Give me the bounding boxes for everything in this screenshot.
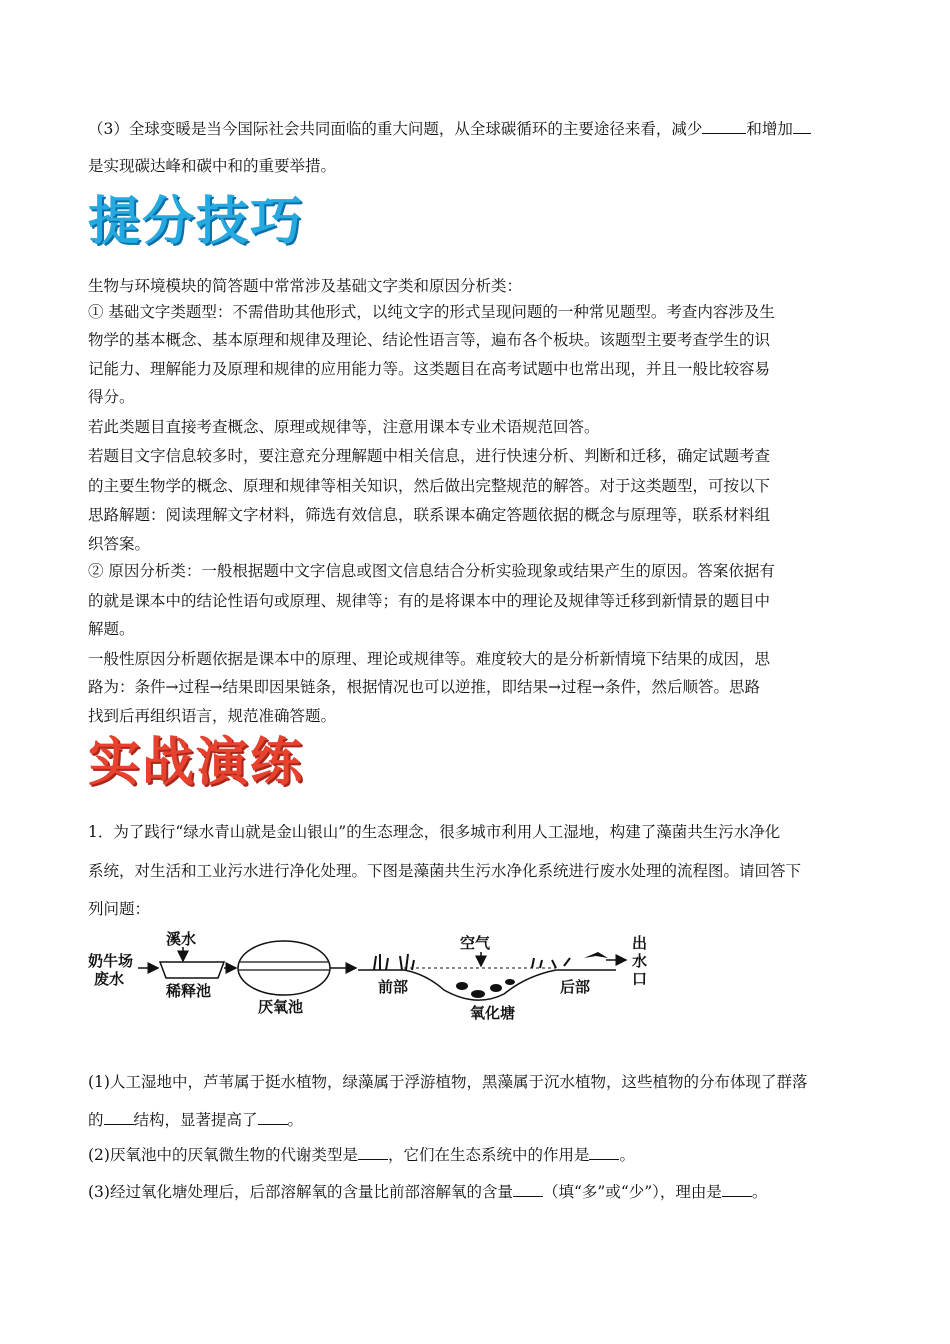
algae-icon [490,984,502,992]
answer-blank[interactable] [513,1182,543,1197]
q3-text-a: （3）全球变暖是当今国际社会共同面临的重大问题，从全球碳循环的主要途径来看，减少 [88,120,703,138]
question1-line: 列问题： [88,900,151,918]
subq2-line [88,1145,635,1165]
algae-icon [471,990,485,998]
answer-blank[interactable] [104,1110,134,1125]
anaerobic-pool-shape [238,941,330,995]
q3-text-c: 是实现碳达峰和碳中和的重要举措。 [88,157,337,175]
subq1-text-a: 的 [88,1111,104,1129]
answer-blank[interactable] [793,119,811,134]
anaerobic-pool-label: 厌氧池 [258,998,304,1016]
subq3-text-c: 。 [751,1183,768,1201]
tips-p3-line: 若题目文字信息较多时，要注意充分理解题中相关信息，进行快速分析、判断和迁移，确定试题考查 [88,447,771,465]
subq2-text-a: (2)厌氧池中的厌氧微生物的代谢类型是 [88,1146,358,1164]
air-label: 空气 [460,934,491,952]
subq2-text-b: ，它们在生态系统中的作用是 [387,1146,590,1164]
tips-p2: 若此类题目直接考查概念、原理或规律等，注意用课本专业术语规范回答。 [88,418,600,436]
q3-text-b: 和增加 [746,120,793,138]
tips-p3-line: 的主要生物学的概念、原理和规律等相关知识，然后做出完整规范的解答。对于这类题型，可按以下 [88,477,771,495]
back-label: 后部 [560,978,591,996]
subq3-line [88,1182,767,1202]
outlet-label-1: 出 [632,934,648,952]
answer-blank[interactable] [589,1145,619,1160]
tips-p4-line: 解题。 [88,620,135,638]
tips-p1-line: 物学的基本概念、基本原理和规律及理论、结论性语言等，遍布各个板块。该题型主要考查学生的识 [88,331,771,349]
tips-p1-line: 记能力、理解能力及原理和规律的应用能力等。这类题目在高考试题中也常出现，并且一般比较容易 [88,360,771,378]
front-label: 前部 [378,978,409,996]
subq3-text-b: （填“多”或“少”），理由是 [542,1183,722,1201]
dilution-pool-shape [160,962,224,978]
tips-p1-line: 得分。 [88,388,135,406]
tips-banner: 提分技巧 [88,192,305,252]
q3-line-1 [88,119,811,139]
stream-label: 溪水 [166,930,197,948]
answer-blank[interactable] [358,1145,388,1160]
tips-p5-line: 找到后再组织语言，规范准确答题。 [88,707,337,725]
outlet-label-3: 口 [632,970,648,988]
tips-p5-line: 路为：条件→过程→结果即因果链条，根据情况也可以逆推，即结果→过程→条件，然后顺答。思路 [88,678,760,696]
q3-line-2 [88,156,336,176]
tips-p4-line: 的就是课本中的结论性语句或原理、规律等；有的是将课本中的理论及规律等迁移到新情景的题目中 [88,592,771,610]
answer-blank[interactable] [722,1182,752,1197]
subq1-text-b: 结构，显著提高了 [133,1111,258,1129]
tips-p1-line: ① 基础文字类题型：不需借助其他形式，以纯文字的形式呈现问题的一种常见题型。考查内容涉及生 [88,303,775,321]
tips-p4-line: ② 原因分析类：一般根据题中文字信息或图文信息结合分析实验现象或结果产生的原因。答案依据有 [88,562,775,580]
subq1-line-2 [88,1110,303,1130]
source-label-1: 奶牛场 [88,952,134,970]
aquatic-plants-icon [532,958,570,968]
bird-icon [584,952,608,958]
answer-blank[interactable] [702,119,746,134]
dilution-pool-label: 稀释池 [166,982,212,1000]
algae-icon [505,979,515,985]
oxidation-pond-label: 氧化塘 [470,1004,516,1022]
source-label-2: 废水 [94,970,125,988]
algae-icon [456,982,468,990]
subq1-text-c: 。 [287,1111,304,1129]
tips-intro: 生物与环境模块的简答题中常常涉及基础文字类和原因分析类： [88,277,523,295]
practice-banner: 实战演练 [88,733,305,793]
tips-p5-line: 一般性原因分析题依据是课本中的原理、理论或规律等。难度较大的是分析新情境下结果的成因，思 [88,650,771,668]
question1-line: 系统，对生活和工业污水进行净化处理。下图是藻菌共生污水净化系统进行废水处理的流程图。请回答下 [88,862,802,880]
question1-line: 1．为了践行“绿水青山就是金山银山”的生态理念，很多城市利用人工湿地，构建了藻菌共生污水净化 [88,823,781,841]
tips-p3-line: 思路解题：阅读理解文字材料，筛选有效信息，联系课本确定答题依据的概念与原理等，联系材料组 [88,506,771,524]
answer-blank[interactable] [258,1110,288,1125]
wastewater-flow-diagram [86,928,652,1028]
reed-plants-icon [374,954,414,970]
subq1-line-1: (1)人工湿地中，芦苇属于挺水植物，绿藻属于浮游植物，黑藻属于沉水植物，这些植物的分布体现了群落 [88,1073,808,1091]
subq2-text-c: 。 [619,1146,635,1164]
outlet-label-2: 水 [632,952,648,970]
tips-p3-line: 织答案。 [88,535,151,553]
subq3-text-a: (3)经过氧化塘处理后，后部溶解氧的含量比前部溶解氧的含量 [88,1183,513,1201]
